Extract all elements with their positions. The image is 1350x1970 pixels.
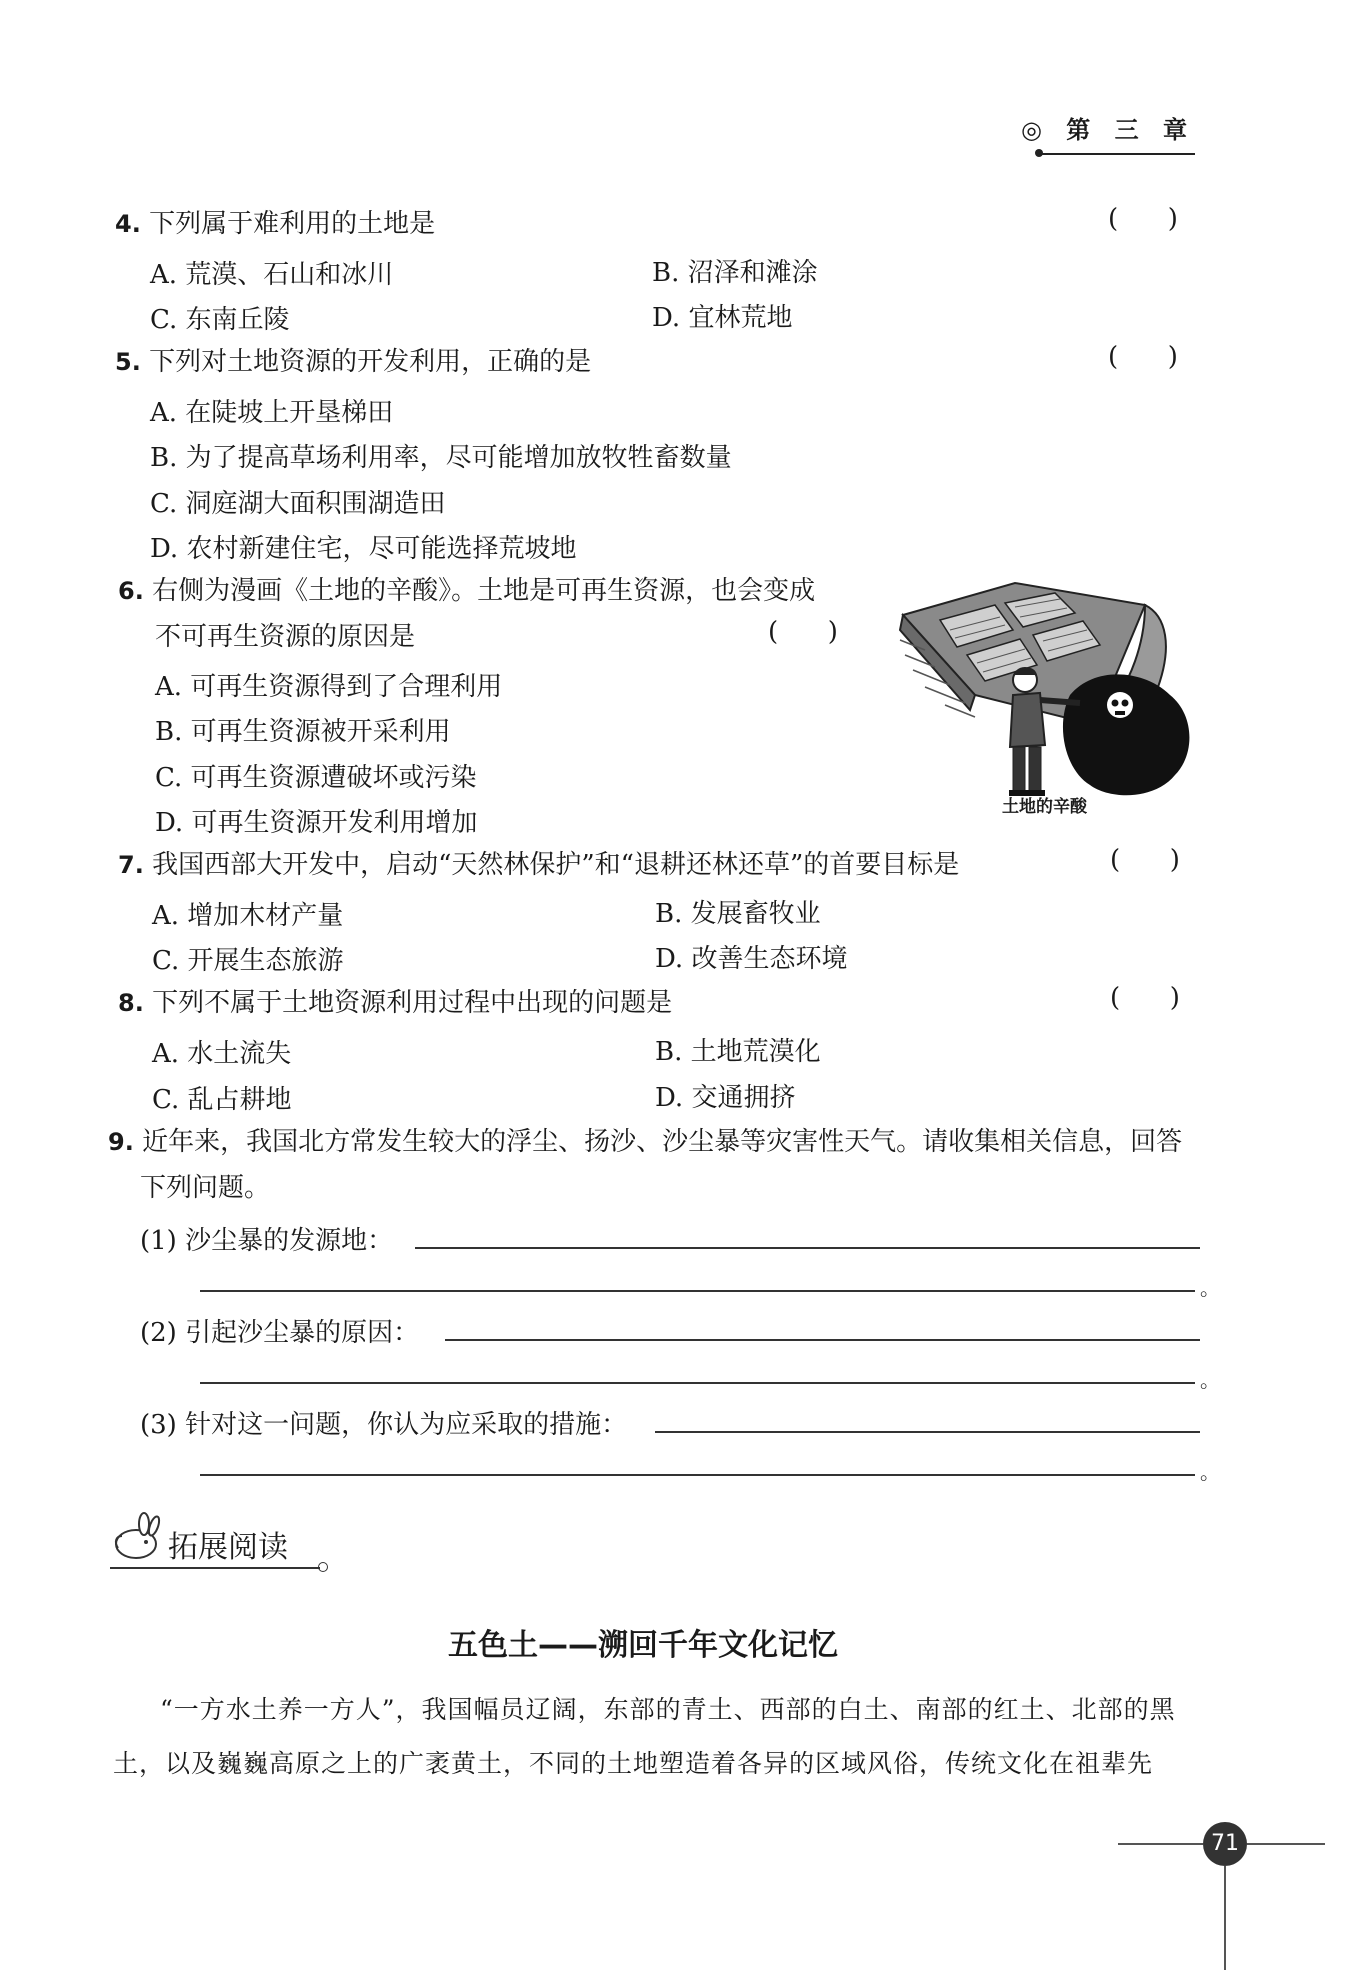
option-c: C. 洞庭湖大面积围湖造田: [150, 489, 446, 519]
option-b: B. 为了提高草场利用率，尽可能增加放牧牲畜数量: [150, 443, 732, 473]
answer-line[interactable]: [200, 1474, 1195, 1476]
question-number: 7.: [118, 851, 144, 879]
article-paragraph-line: 土，以及巍巍高原之上的广袤黄土，不同的土地塑造着各异的区域风俗，传统文化在祖辈先: [113, 1749, 1154, 1778]
option-c: C. 乱占耕地: [152, 1085, 292, 1115]
option-d: D. 宜林荒地: [652, 303, 793, 333]
option-b: B. 土地荒漠化: [655, 1037, 821, 1067]
option-a: A. 在陡坡上开垦梯田: [150, 398, 394, 428]
cartoon-caption: 土地的辛酸: [1002, 797, 1087, 817]
answer-blank: ( ): [1110, 983, 1180, 1013]
page-rule-right: [1247, 1843, 1325, 1845]
question-6: [118, 574, 815, 608]
option-d: D. 可再生资源开发利用增加: [155, 808, 478, 838]
subquestion-1: (1) 沙尘暴的发源地：: [140, 1226, 394, 1256]
question-text: 右侧为漫画《土地的辛酸》。土地是可再生资源，也会变成: [152, 576, 816, 606]
option-a: A. 荒漠、石山和冰川: [150, 260, 394, 290]
chapter-heading: ◎ 第 三 章: [1020, 116, 1195, 144]
question-number: 4.: [115, 210, 141, 238]
question-text: 下列属于难利用的土地是: [149, 209, 436, 239]
article-title: 五色土——溯回千年文化记忆: [448, 1628, 838, 1663]
cartoon-illustration: [895, 575, 1205, 815]
answer-blank: ( ): [768, 617, 838, 647]
answer-line[interactable]: [200, 1382, 1195, 1384]
line-end-mark: 。: [1200, 1276, 1220, 1300]
question-number: 5.: [115, 348, 141, 376]
subquestion-2: (2) 引起沙尘暴的原因：: [140, 1318, 420, 1348]
question-text: 近年来，我国北方常发生较大的浮尘、扬沙、沙尘暴等灾害性天气。请收集相关信息，回答: [142, 1127, 1183, 1157]
page-rule-vertical: [1224, 1866, 1226, 1970]
page-number: 71: [1203, 1822, 1247, 1866]
extension-underline: [110, 1567, 320, 1569]
question-number: 9.: [108, 1128, 134, 1156]
question-number: 6.: [118, 577, 144, 605]
option-a: A. 增加木材产量: [152, 901, 344, 931]
subquestion-3: (3) 针对这一问题，你认为应采取的措施：: [140, 1410, 628, 1440]
answer-line[interactable]: [655, 1431, 1200, 1433]
question-8: [118, 986, 672, 1020]
line-end-mark: 。: [1200, 1460, 1220, 1484]
question-text: 下列不属于土地资源利用过程中出现的问题是: [152, 988, 673, 1018]
question-number: 8.: [118, 989, 144, 1017]
question-4: [115, 207, 435, 241]
option-c: C. 东南丘陵: [150, 305, 290, 335]
page-rule-left: [1118, 1843, 1203, 1845]
article-paragraph-line: “一方水土养一方人”，我国幅员辽阔，东部的青土、西部的白土、南部的红土、北部的黑: [160, 1695, 1176, 1724]
question-7: [118, 848, 959, 882]
answer-line[interactable]: [200, 1290, 1195, 1292]
question-text: 我国西部大开发中，启动“天然林保护”和“退耕还林还草”的首要目标是: [152, 850, 960, 880]
question-9: [108, 1125, 1182, 1159]
option-d: D. 改善生态环境: [655, 944, 848, 974]
extension-reading-title: 拓展阅读: [168, 1530, 288, 1565]
answer-blank: ( ): [1110, 845, 1180, 875]
option-b: B. 可再生资源被开采利用: [155, 717, 451, 747]
answer-line[interactable]: [445, 1339, 1200, 1341]
option-b: B. 沼泽和滩涂: [652, 258, 818, 288]
answer-blank: ( ): [1108, 204, 1178, 234]
line-end-mark: 。: [1200, 1368, 1220, 1392]
option-a: A. 可再生资源得到了合理利用: [155, 672, 503, 702]
option-d: D. 农村新建住宅，尽可能选择荒坡地: [150, 534, 577, 564]
bunny-icon: [110, 1512, 166, 1562]
extension-underline-dot: [318, 1562, 328, 1572]
option-b: B. 发展畜牧业: [655, 899, 821, 929]
question-9-continued: 下列问题。: [140, 1173, 271, 1203]
answer-blank: ( ): [1108, 342, 1178, 372]
option-c: C. 开展生态旅游: [152, 946, 344, 976]
answer-line[interactable]: [415, 1247, 1200, 1249]
option-c: C. 可再生资源遭破坏或污染: [155, 763, 477, 793]
chapter-rule: [1040, 153, 1195, 155]
option-d: D. 交通拥挤: [655, 1083, 796, 1113]
question-5: [115, 345, 591, 379]
option-a: A. 水土流失: [152, 1039, 292, 1069]
question-6-continued: 不可再生资源的原因是: [155, 622, 416, 652]
question-text: 下列对土地资源的开发利用，正确的是: [149, 347, 592, 377]
